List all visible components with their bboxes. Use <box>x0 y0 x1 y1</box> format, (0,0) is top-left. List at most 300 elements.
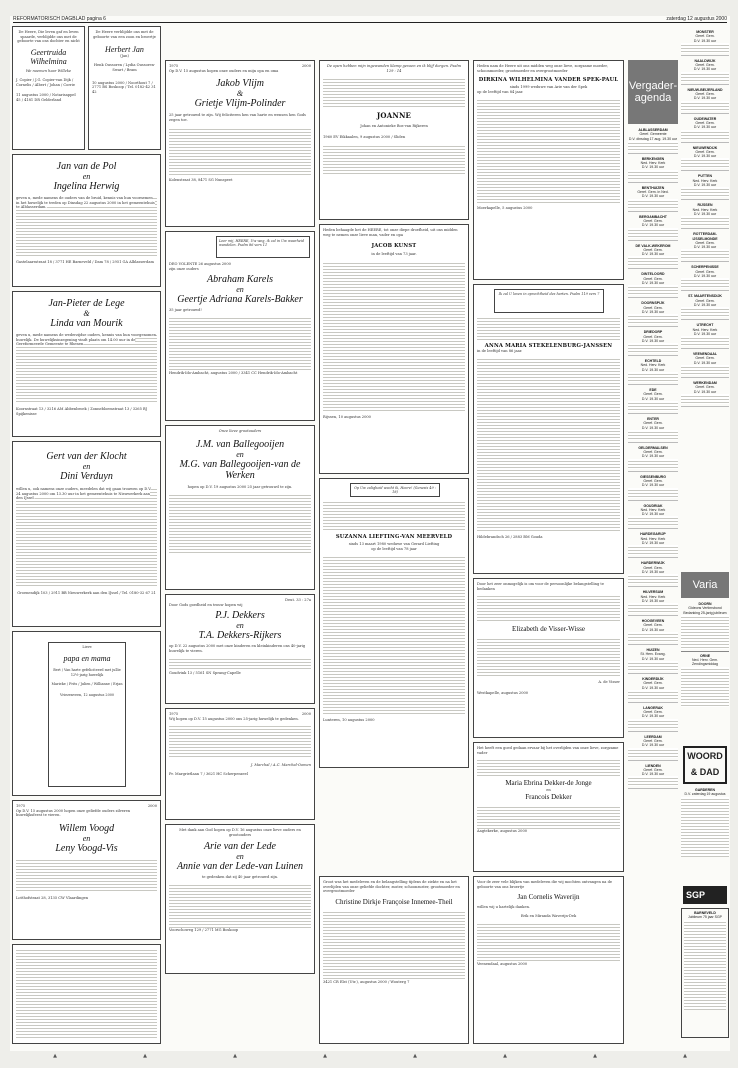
agenda-entry <box>628 677 678 703</box>
agenda-entry <box>681 294 729 320</box>
intro-text: Het heeft een goed gedaan ervaar bij het overlijden van onze lieve, zorgzame vader <box>477 746 619 755</box>
entry-time: D.V. 19.30 uur <box>693 96 717 101</box>
address: 10 augustus 2000 / Noorthout 7 / 2771 BS Boskoop / Tel. 0182-42 31 42 <box>92 80 156 94</box>
agenda-entry <box>628 186 678 212</box>
entry-filler <box>628 170 678 180</box>
agenda-entry <box>628 561 678 587</box>
address: 1960 EV Eikkaalen, 9 augustus 2000 / Sliden <box>323 135 406 140</box>
entry-time: D.V. 19.30 uur <box>641 656 665 661</box>
entry-place: LIENDEN <box>645 763 661 768</box>
mark-icon: ▲ <box>593 1053 597 1059</box>
address: Voorschoweg 129 / 2771 MG Boskoop <box>169 928 239 933</box>
anniversary-voogd <box>12 800 161 940</box>
agenda-list-2 <box>681 30 729 568</box>
quote-frame: Ik zal U loven in oprechtheid des harten. Psalm 119 vers 7 <box>494 289 604 313</box>
bride-name: Dini Verduyn <box>60 471 113 482</box>
husband-name: Willem Voogd <box>58 823 115 835</box>
entry-time: D.V. 19.30 uur <box>641 396 665 401</box>
and-word: en <box>82 462 91 471</box>
intro-text: De Heere verblijdde ons met de geboorte van een zoon en broertje <box>93 30 156 39</box>
entry-filler <box>681 101 729 111</box>
quote-frame: Op Uw zaligheid wacht ik, Heere! (Genesis 49 : 18) <box>350 483 440 497</box>
entry-place: ENTER <box>647 416 659 421</box>
date: 10 augustus 2000 <box>338 415 371 420</box>
and-word: & <box>83 309 90 318</box>
entry-place: NIEUW-BEIJERLAND <box>687 87 723 92</box>
agenda-entry <box>681 117 729 143</box>
congrats-lieve <box>12 631 161 796</box>
entry-time: D.V. 19.30 uur <box>641 338 665 343</box>
entry-kerk: Geref. Gem. <box>643 681 663 686</box>
place: Westkapelle, augustus 2000 <box>477 691 529 696</box>
entry-filler <box>628 603 678 613</box>
notice-text: D.V. zaterdag 19 augustus <box>684 792 726 797</box>
year-end: 2000 <box>147 804 157 808</box>
entry-place: DRIEDORP <box>643 330 663 335</box>
entry-filler <box>681 278 729 288</box>
logo-text: SGP <box>686 890 706 900</box>
intro-text: Groot was het medeleven en de belangstelling tijdens de ziekte en na het overlijden van onze geliefde dochter, zuster, schoonzuster, grootmoeder en overgrootmoeder <box>323 880 460 894</box>
agenda-entry <box>628 648 678 674</box>
quote-frame: Leer mij, HEERE, Uw weg, ik zal in Uw waarheid wandelen. Psalm 86 vers 11 <box>216 236 310 258</box>
entry-filler <box>681 336 729 346</box>
entry-time: D.V. 19.30 uur <box>693 274 717 279</box>
entry-kerk: Geref. Gem. <box>695 269 715 274</box>
entry-place: LEERDAM <box>644 734 662 739</box>
agenda-entry <box>681 323 729 349</box>
address: 3421 CR Elst (Utr.), augustus 2000 / Wouterg 7 <box>323 980 410 985</box>
mark-icon: ▲ <box>53 1053 57 1059</box>
death-dirkina: Heden nam de Heere uit ons midden weg onze lieve, zorgzame moeder, schoonmoeder, grootmoeder en overgrootmoeder DIRKINA WILHELMINA VANDER SPEK-PAUL sinds 1999 weduwe van Arie van der Spek op de leeftijd van 84 jaar. Moerkapelle, 5 augustus 2000 <box>473 60 624 280</box>
date: 10 augustus 2000 <box>342 718 375 723</box>
entry-filler <box>628 516 678 526</box>
thanks-christine <box>319 876 469 1044</box>
agenda-entry <box>681 232 729 262</box>
entry-time: D.V. 19.30 uur <box>693 38 717 43</box>
thanks-text: willen wij u hartelijk danken. <box>477 905 531 910</box>
varia-item-text: Ned. Herv. Gem. Zendingsmiddag <box>692 658 718 667</box>
and-word: en <box>236 852 244 862</box>
entry-filler <box>628 488 678 498</box>
marriage-lege <box>12 291 161 437</box>
year-start: 1975 <box>169 712 179 716</box>
entry-place: HARDERWIJK <box>641 561 665 566</box>
mark-icon: ▲ <box>233 1053 237 1059</box>
agenda-entry <box>681 203 729 229</box>
entry-place: BERGAMBACHT <box>639 214 667 219</box>
entry-filler <box>628 430 678 440</box>
child-name: Geertruida Wilhelmina <box>30 48 67 67</box>
agenda-entry <box>628 735 678 761</box>
entry-place: DOORNSPIJK <box>641 301 665 306</box>
agenda-entry <box>681 265 729 291</box>
entry-place: EDE <box>649 388 657 393</box>
address: Lotthofstraat 28, 3135 CW Vlaardingen <box>16 896 89 901</box>
varia-item-head: DOORN <box>698 602 712 606</box>
agenda-entry <box>681 352 729 378</box>
entry-time: D.V. 19.30 uur <box>641 627 665 632</box>
entry-place: MONSTER <box>696 30 714 34</box>
deceased-name: JACOB KUNST <box>371 243 417 250</box>
year-end: 2000 <box>301 64 311 68</box>
entry-place: OUDEWATER <box>693 116 717 121</box>
entry-time: D.V. 19.30 uur <box>641 425 665 430</box>
header-right: zaterdag 12 augustus 2000 <box>666 16 727 22</box>
entry-time: D.V. 19.30 uur <box>693 360 717 365</box>
parents: Henk Oussoren / Lydia Oussoren-Swart / Bram <box>93 63 156 72</box>
agenda-entry <box>628 244 678 270</box>
intro-text: Op D.V. 15 augustus hopen onze ouders en mijn opa en oma <box>169 68 279 73</box>
entry-time: D.V. 19.30 uur <box>641 512 665 517</box>
agenda-entry <box>628 128 678 154</box>
agenda-entry <box>681 88 729 114</box>
agenda-entry <box>628 157 678 183</box>
family-list: J. Copier / J.G. Copier-van Dijk / Cornelis / Albert / Johan / Corrie <box>16 77 76 87</box>
widow-line: sinds 1999 weduwe van Arie van der Spek <box>509 85 588 90</box>
wife-name: Geertje Adriana Karels-Bakker <box>177 294 303 306</box>
agenda-entry <box>628 590 678 616</box>
and-word: en <box>236 621 244 631</box>
intro-text: zijn onze ouders <box>169 266 199 271</box>
entry-kerk: Geref. Gem. <box>643 767 663 772</box>
agenda-entry <box>681 30 729 56</box>
entry-place: DE VALK-WEKEROM <box>635 243 671 248</box>
entry-kerk: Geref. Gem. <box>695 149 715 154</box>
address: 11 augustus 2000 / Notarisappel 45 / 4181 DR Gelderland <box>16 93 76 102</box>
entry-place: BENTHUIZEN <box>641 185 665 190</box>
child-name: Herbert Jan <box>105 45 144 55</box>
entry-kerk: Geref. Gem. <box>695 356 715 361</box>
varia-banner <box>681 572 729 598</box>
entry-time: D.V. 19.30 uur <box>693 211 717 216</box>
notice-text: Jubileum 75 jaar SGP <box>687 915 723 920</box>
entry-filler <box>628 199 678 209</box>
call-name: We noemen haar Willeke <box>25 69 72 74</box>
entry-kerk: Geref. Gemeente <box>639 132 667 137</box>
mark-icon: ▲ <box>323 1053 327 1059</box>
page-header <box>13 14 727 23</box>
entry-kerk: Geref. Gem. <box>643 392 663 397</box>
body-text: Bert / Van harte gefeliciteerd met jullie 12½-jarig huwelijk <box>53 668 121 677</box>
age-text: in de leeftijd van 73 jaar. <box>371 252 417 257</box>
agenda-entry <box>628 446 678 472</box>
varia-item-head: ORNE <box>699 653 711 658</box>
agenda-title: Vergader-agenda <box>628 80 678 104</box>
date: Vriezenveen, 12 augustus 2000 <box>59 692 115 697</box>
intro-text: Heden behaagde het de HEERE, tot onze diepe droefheid, uit ons midden weg te nemen onze lieve man, vader en opa <box>323 228 458 237</box>
place: Lunteren <box>323 718 340 723</box>
varia-item-text: Gideons Vertimsbond Bedanking 25-jarig jubileum <box>683 606 727 615</box>
marriage-pol <box>12 154 161 287</box>
entry-filler <box>628 228 678 238</box>
groom-name: Jan-Pieter de Lege <box>48 298 125 309</box>
entry-time: D.V. 19.30 uur <box>693 125 717 130</box>
entry-time: D.V. 19.30 uur <box>641 252 665 257</box>
entry-time: D.V. dinsdag 17 aug. 19.30 uur <box>628 136 678 141</box>
kids-list: Marieke / Frits / Julien / Willianne / Erjan <box>51 682 123 687</box>
entry-kerk: Geref. Gem. <box>643 305 663 310</box>
name-2: Francois Dekker <box>525 793 572 802</box>
age-text: op de leeftijd van 84 jaar. <box>477 90 524 95</box>
year-start: 1975 <box>169 64 179 68</box>
entry-time: D.V. 19.30 uur <box>693 331 717 336</box>
entry-time: D.V. 19.30 uur <box>641 569 665 574</box>
varia-title: Varia <box>692 579 718 591</box>
entry-filler <box>628 141 678 151</box>
agenda-list <box>628 128 678 1043</box>
intro-text: Door Gods goedheid en trouw hopen wij <box>169 602 243 607</box>
birth-joanne <box>319 60 469 220</box>
entry-place: SCHERPENISSE <box>691 265 719 270</box>
intro-text: Door het zeer onmogelijk is om voor de persoonlijke belangstelling te bedanken <box>477 582 604 591</box>
entry-filler <box>628 690 678 700</box>
footer-marks <box>10 1053 730 1059</box>
entry-kerk: Ned. Herv. Kerk <box>640 363 666 368</box>
notice-text: geven u, mede namens de ouders van de bruid, kennis van hun voornemen in het huwelijk te treden op Dinsdag 22 augustus 2000 in het gemeentehuis te Alblasserdam. <box>16 196 155 210</box>
mark-icon: ▲ <box>503 1053 507 1059</box>
intro-text: Heden nam de Heere uit ons midden weg onze lieve, zorgzame moeder, schoonmoeder, grootmoeder en overgrootmoeder <box>477 64 608 73</box>
entry-time: D.V. 19.30 uur <box>641 772 665 777</box>
intro-text: Met dank aan God hopen op D.V. 16 augustus onze lieve ouders en grootouders <box>179 828 301 837</box>
notice-text: hopen op D.V. 19 augustus 2000 25 jaar getrouwd te zijn. <box>187 484 293 489</box>
entry-time: D.V. 19.30 uur <box>693 183 717 188</box>
entry-place: HUIZEN <box>646 648 660 653</box>
husband-name: P.J. Dekkers <box>215 610 265 622</box>
notice-head: BARNEVELD <box>694 911 716 915</box>
deceased-name: SUZANNA LIEFTING-VAN MEERVELD <box>335 534 453 540</box>
agenda-entry <box>628 706 678 732</box>
entry-place: VEENENDAAL <box>692 352 718 357</box>
entry-kerk: Geref. Gem. <box>695 34 715 39</box>
entry-time: D.V. 19.30 uur <box>641 281 665 286</box>
entry-place: GIESSENBURG <box>640 474 666 479</box>
entry-time: D.V. 19.30 uur <box>693 302 717 307</box>
marriage-klocht <box>12 441 161 627</box>
agenda-entry <box>628 359 678 385</box>
anniversary-karels <box>165 231 315 421</box>
notice-text: te gedenken dat zij 40 jaar getrouwd zijn. <box>201 875 279 880</box>
entry-place: BERKENGEN <box>641 156 665 161</box>
entry-kerk: Geref. Gem. <box>643 623 663 628</box>
entry-kerk: Geref. Gem. <box>695 385 715 390</box>
entry-kerk: Geref. Gem. <box>643 739 663 743</box>
entry-filler <box>628 343 678 353</box>
age-text: in de leeftijd van 86 jaar. <box>477 349 523 353</box>
inner-frame <box>48 642 126 787</box>
agenda-entry <box>628 417 678 443</box>
address: Koornstraat 13 / 3216 AM Abbenbroek / Zonnebloemstraat 13 / 3265 BJ Spijkenisse <box>16 407 148 416</box>
entry-kerk: Geref. Gem. in Ned. <box>637 190 669 195</box>
entry-place: GOUDRIAK <box>643 503 663 508</box>
small-notice-bottom <box>12 944 161 1044</box>
entry-time: D.V. 19.30 uur <box>641 598 665 603</box>
wife-name: T.A. Dekkers-Rijkers <box>198 630 282 642</box>
addressee: papa en mama <box>63 654 111 664</box>
address: Groenendijk 103 / 2911 BB Nieuwerkerk aan den IJssel / Tel. 0180-32 67 21 <box>17 591 156 595</box>
entry-kerk: Geref. Gem. <box>643 218 663 223</box>
entry-kerk: Geref. Gem. <box>695 92 715 97</box>
and-word: en <box>236 285 244 295</box>
entry-place: ST. MAARTENSDIJK <box>688 294 722 299</box>
entry-filler <box>628 719 678 729</box>
entry-place: WERKENDAM <box>693 380 717 385</box>
entry-place: HARDEGARIJP <box>640 532 666 537</box>
address: Gastelaarsstraat 18 / 3771 HE Barneveld / Dam 78 / 2951 GA Alblasserdam <box>16 260 154 264</box>
varia-list <box>681 602 729 742</box>
entry-place: KINDERDIJK <box>642 676 664 681</box>
agenda-entry <box>628 272 678 298</box>
date: DEO VOLENTE 26 augustus 2000 <box>169 262 231 266</box>
entry-kerk: Ned. Herv. Kerk <box>640 536 666 541</box>
husband-name: Arie van der Lede <box>204 841 276 853</box>
birth-herbert <box>88 26 161 150</box>
and-word: en <box>236 449 244 459</box>
entry-kerk: Ned. Herv. Kerk <box>692 327 718 332</box>
entry-kerk: Geref. Gem. <box>643 450 663 455</box>
wife-name: Leny Voogd-Vis <box>55 843 118 855</box>
entry-place: NAALDWIJK <box>694 58 716 63</box>
agenda-entry <box>628 504 678 530</box>
entry-place: ROTTERDAM-IJSSELMONDE <box>692 232 718 241</box>
bible-quote: De open hebben mijn ingewanden klamp gevoen en ik blijf dorgen. Psalm 129 : 14 <box>326 64 462 73</box>
entry-kerk: Geref. Gem. <box>695 63 715 68</box>
entry-kerk: Geref. Gem. <box>643 710 663 715</box>
entry-filler <box>681 216 729 226</box>
entry-filler <box>681 394 729 404</box>
entry-time: D.V. 19.30 uur <box>641 454 665 459</box>
entry-time: D.V. 19.30 uur <box>693 67 717 72</box>
and-word: en <box>82 834 91 844</box>
notice-text: willen u, ook namens onze ouders, meedelen dat wij gaan trouwen op D.V. 24 augustus 2000 om 13.30 uur in het gemeentehuis te Nieuwerkerk aan den IJssel. <box>16 487 152 501</box>
entry-kerk: Geref. Gem. <box>643 276 663 281</box>
thanks-maria <box>473 742 624 872</box>
and-word: en <box>82 172 91 181</box>
husband-name: J.M. van Ballegooijen <box>195 438 285 450</box>
entry-place: GELDERMALSEN <box>638 445 668 450</box>
entry-place: UTRECHT <box>696 323 714 328</box>
address: Hendrik-Ido-Ambacht, augustus 2000 / 3341 CC Hendrik-Ido-Ambacht <box>169 371 298 376</box>
entry-time: D.V. 19.30 uur <box>641 743 665 748</box>
agenda-entry <box>628 330 678 356</box>
place: Rijssen <box>323 415 337 420</box>
entry-filler <box>628 574 678 584</box>
death-kunst: Heden behaagde het de HEERE, tot onze diepe droefheid, uit ons midden weg te nemen onze lieve man, vader en opa JACOB KUNST in de leeftijd van 73 jaar. Rijssen, 10 augustus 2000 <box>319 224 469 474</box>
entry-place: NIEUWENDIJK <box>692 145 718 150</box>
agenda-banner <box>628 60 678 124</box>
entry-time: D.V. 19.30 uur <box>641 367 665 372</box>
husband-name: Abraham Karels <box>206 274 274 286</box>
address: Hildebrandsch 26 / 2883 BM Gouda <box>477 534 543 539</box>
parents: Johan en Antonieke Bos-van Rijkeren <box>360 124 428 129</box>
date: 5 augustus 2000 <box>502 205 533 210</box>
entry-filler <box>681 249 729 259</box>
entry-time: D.V. 19.30 uur <box>641 309 665 314</box>
address: Kolenstraat 38, 8471 SG Nunspeet <box>169 177 233 182</box>
agenda-entry <box>681 381 729 407</box>
bible-ref: Deut. 33 : 27a <box>285 598 311 602</box>
entry-kerk: Geref. Gem. <box>643 334 663 339</box>
entry-time: D.V. 19.30 uur <box>693 245 717 250</box>
entry-time: D.V. 19.30 uur <box>641 541 665 546</box>
thanks-waverijn <box>473 876 624 1044</box>
notice-text: op D.V. 22 augustus 2000 met onze kinderen en kleinkinderen ons 40-jarig huwelijk te vieren. <box>169 644 306 654</box>
signature: J. Marchal / A.C. Marchal-Oomen <box>250 763 311 768</box>
entry-kerk: Ned. Herv. Kerk <box>692 207 718 212</box>
birth-geertruida <box>12 26 85 150</box>
entry-filler <box>628 401 678 411</box>
husband-name: Jakob Vlijm <box>215 78 265 90</box>
agenda-entry <box>628 388 678 414</box>
agenda-entry <box>681 146 729 172</box>
entry-filler <box>628 661 678 671</box>
entry-time: D.V. 19.30 uur <box>641 165 665 170</box>
entry-time: D.V. 19.30 uur <box>641 194 665 199</box>
entry-kerk: St. Herv. Evang. <box>640 652 666 657</box>
anniversary-vlijm <box>165 60 315 227</box>
entry-filler <box>681 187 729 197</box>
wife-name: M.G. van Ballegooijen-van de Werken <box>179 458 301 481</box>
entry-filler <box>681 43 729 53</box>
age-text: op de leeftijd van 78 jaar <box>371 546 417 551</box>
entry-filler <box>628 285 678 295</box>
entry-kerk: Geref. Gem. <box>695 240 715 245</box>
signature: Erik en Miranda Waverijn-Dek <box>520 914 577 919</box>
header-left: REFORMATORISCH DAGBLAD pagina 6 <box>13 16 106 22</box>
entry-time: D.V. 19.30 uur <box>641 714 665 719</box>
agenda-entry <box>681 59 729 85</box>
entry-kerk: Geref. Gem. <box>695 298 715 303</box>
sgp-notice <box>681 908 729 1038</box>
notice-text: 25 jaar getrouwd te zijn. Wij feliciteren hen van harte en wensen hen Gods zegen toe. <box>169 113 306 123</box>
entry-place: LANGERAK <box>643 705 663 710</box>
entry-kerk: Ned. Herv. Kerk <box>692 178 718 183</box>
tagline: Onze lieve grootouders <box>218 429 262 433</box>
intro-text: De Heere, Die leven gaf en leven spaarde, verblijdde ons met de geboorte van ons dochter en nicht <box>17 30 80 44</box>
death-anna <box>473 284 624 574</box>
garderen-notice <box>681 788 729 882</box>
entry-filler <box>628 545 678 555</box>
entry-kerk: Ned. Herv. Kerk <box>640 161 666 166</box>
bride-name: Ingelina Herwig <box>53 181 120 192</box>
title: Lieve <box>82 645 92 649</box>
entry-kerk: Geref. Gem. <box>695 120 715 125</box>
entry-place: RIJSSEN <box>697 203 713 208</box>
anniversary-lede <box>165 824 315 974</box>
place: Aagtekerke, augustus 2000 <box>477 829 528 834</box>
entry-kerk: Ned. Herv. Kerk <box>640 594 666 599</box>
agenda-entry <box>628 215 678 241</box>
entry-place: HILVERSUM <box>642 590 664 595</box>
notice-text: geven u, mede namens de wederzijdse ouders, kennis van hun voorgenomen huwelijk. De huwelijksinzegening vindt plaats om 14.00 uur in de Gereformeerde Gemeente te Rhenen. <box>16 333 156 347</box>
place: Veenendaal, augustus 2000 <box>477 961 528 966</box>
entry-time: D.V. 19.30 uur <box>693 154 717 159</box>
and-word: en <box>546 788 551 793</box>
wife-name: Annie van der Lede-van Luinen <box>176 861 304 873</box>
newspaper-page <box>10 16 730 1059</box>
agenda-entry <box>628 764 678 790</box>
entry-time: D.V. 19.30 uur <box>641 483 665 488</box>
agenda-entry <box>628 301 678 327</box>
years-text: 35 jaar getrouwd! <box>169 308 202 313</box>
woord-dad-logo <box>683 746 727 784</box>
thanks-elizabeth <box>473 578 624 738</box>
entry-time: D.V. 19.30 uur <box>693 389 717 394</box>
wife-name: Grietje Vlijm-Polinder <box>194 98 286 110</box>
anniversary-ballegooijen <box>165 425 315 590</box>
bride-name: Linda van Mourik <box>50 318 123 329</box>
child-name: Jan Cornelis Waverijn <box>517 893 580 902</box>
child-name: JOANNE <box>376 111 412 121</box>
